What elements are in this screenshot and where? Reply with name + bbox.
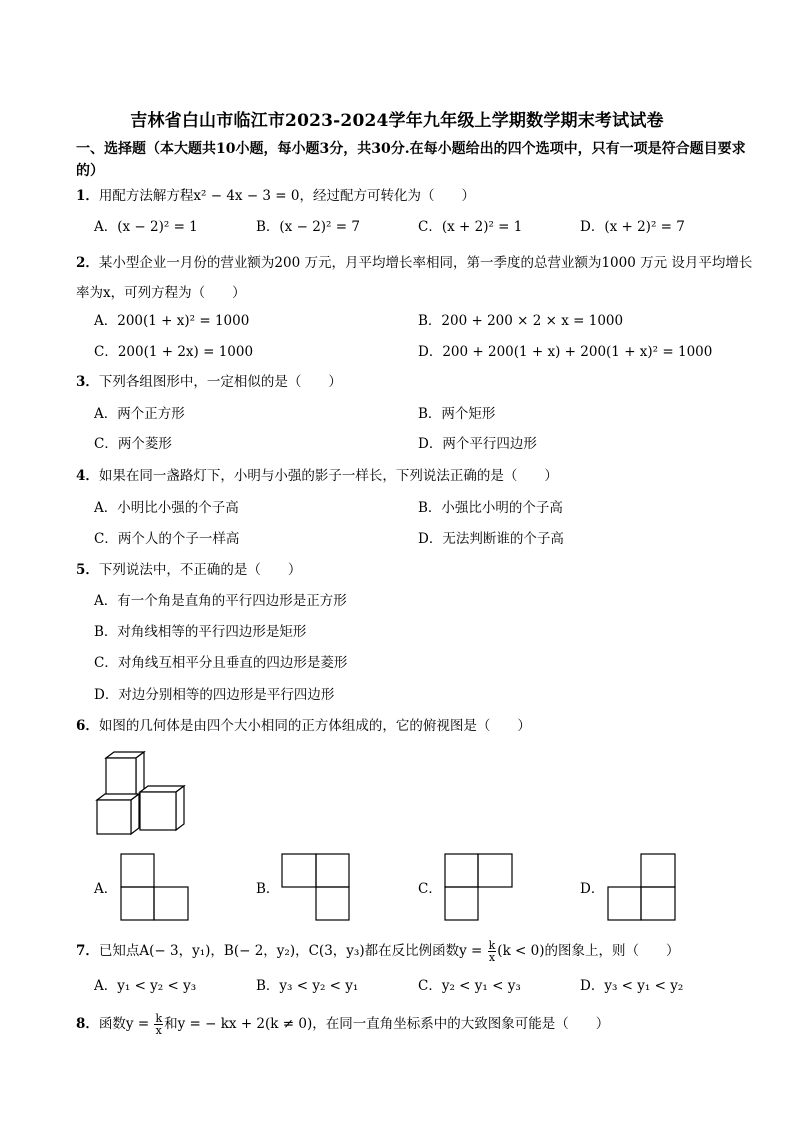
option-d: D．两个平行四边形 bbox=[418, 436, 537, 452]
cube-solid-figure bbox=[94, 752, 194, 842]
question-stem: 用配方法解方程x² − 4x − 3 = 0，经过配方可转化为（ ） bbox=[98, 188, 475, 204]
option-c: C．两个人的个子一样高 bbox=[94, 531, 240, 547]
option-d: D． bbox=[580, 881, 605, 897]
option-a: A． bbox=[94, 881, 118, 897]
fraction-numerator: k bbox=[488, 939, 496, 952]
question-stem-part: 函数y = bbox=[98, 1016, 154, 1032]
option-b-view bbox=[281, 853, 351, 921]
option-a: A．y₁ < y₂ < y₃ bbox=[94, 978, 197, 994]
question-2: 2．某小型企业一月份的营业额为200 万元，月平均增长率相同，第一季度的总营业额为1000 万元 设月平均增长率为x，可列方程为（ ） bbox=[76, 255, 753, 301]
question-4: 4．如果在同一盏路灯下，小明与小强的影子一样长，下列说法正确的是（ ） bbox=[76, 468, 558, 484]
question-stem: 某小型企业一月份的营业额为200 万元，月平均增长率相同，第一季度的总营业额为1000 万元 设月平均增长率为x，可列方程为（ ） bbox=[76, 255, 753, 301]
option-c: C． bbox=[418, 881, 442, 897]
question-stem: 下列各组图形中，一定相似的是（ ） bbox=[98, 374, 342, 390]
option-a-view bbox=[120, 853, 190, 921]
option-b: B． bbox=[256, 881, 280, 897]
fraction-numerator: k bbox=[155, 1012, 163, 1025]
option-b: B．200 + 200 × 2 × x = 1000 bbox=[418, 313, 624, 329]
option-a: A．有一个角是直角的平行四边形是正方形 bbox=[94, 593, 347, 609]
question-stem-part: (k < 0)的图象上，则（ ） bbox=[497, 943, 680, 959]
option-c-view bbox=[444, 853, 514, 921]
option-b: B．两个矩形 bbox=[418, 406, 496, 422]
question-3: 3．下列各组图形中，一定相似的是（ ） bbox=[76, 374, 342, 390]
cubes-drawing bbox=[94, 752, 194, 838]
question-stem: 下列说法中，不正确的是（ ） bbox=[98, 562, 302, 578]
option-a: A．200(1 + x)² = 1000 bbox=[94, 313, 250, 329]
fraction bbox=[488, 940, 497, 963]
option-c: C．(x + 2)² = 1 bbox=[418, 219, 523, 235]
option-a: A．(x − 2)² = 1 bbox=[94, 219, 198, 235]
question-1: 1．用配方法解方程x² − 4x − 3 = 0，经过配方可转化为（ ） bbox=[76, 188, 475, 204]
option-d-view bbox=[607, 853, 677, 921]
question-8: 8．函数y = $\frac{k}{x}$ 和y = − kx + 2(k ≠ 0)，在同一直角坐标系中的大致图象可能是（ ） bbox=[76, 1012, 610, 1037]
option-c: C．两个菱形 bbox=[94, 436, 172, 452]
question-stem-part: 已知点A(− 3，y₁)，B(− 2，y₂)，C(3，y₃)都在反比例函数y = bbox=[98, 943, 487, 959]
question-5: 5．下列说法中，不正确的是（ ） bbox=[76, 562, 302, 578]
fraction bbox=[154, 1013, 163, 1036]
option-b: B．(x − 2)² = 7 bbox=[256, 219, 360, 235]
question-stem: 如果在同一盏路灯下，小明与小强的影子一样长，下列说法正确的是（ ） bbox=[98, 468, 558, 484]
option-c: C．200(1 + 2x) = 1000 bbox=[94, 344, 254, 360]
option-a: A．两个正方形 bbox=[94, 406, 185, 422]
option-d: D．对边分别相等的四边形是平行四边形 bbox=[94, 687, 335, 703]
option-c: C．y₂ < y₁ < y₃ bbox=[418, 978, 521, 994]
option-b: B．对角线相等的平行四边形是矩形 bbox=[94, 624, 307, 640]
option-c: C．对角线互相平分且垂直的四边形是菱形 bbox=[94, 655, 348, 671]
option-a: A．小明比小强的个子高 bbox=[94, 500, 239, 516]
section-heading: 一、选择题（本大题共10小题，每小题3分，共30分.在每小题给出的四个选项中，只有一项是符合题目要求的） bbox=[76, 141, 746, 179]
question-stem: 如图的几何体是由四个大小相同的正方体组成的，它的俯视图是（ ） bbox=[98, 718, 531, 734]
fraction-denominator: x bbox=[488, 951, 496, 964]
question-6: 6．如图的几何体是由四个大小相同的正方体组成的，它的俯视图是（ ） bbox=[76, 718, 531, 734]
page-title: 吉林省白山市临江市2023-2024学年九年级上学期数学期末考试试卷 bbox=[130, 111, 664, 131]
option-b: B．y₃ < y₂ < y₁ bbox=[256, 978, 359, 994]
option-d: D．y₃ < y₁ < y₂ bbox=[580, 978, 684, 994]
option-d: D．200 + 200(1 + x) + 200(1 + x)² = 1000 bbox=[418, 344, 713, 360]
question-stem-part: 和y = − kx + 2(k ≠ 0)，在同一直角坐标系中的大致图象可能是（ ） bbox=[164, 1016, 610, 1032]
fraction-denominator: x bbox=[155, 1024, 162, 1037]
option-b: B．小强比小明的个子高 bbox=[418, 500, 563, 516]
option-d: D．(x + 2)² = 7 bbox=[580, 219, 685, 235]
option-d: D．无法判断谁的个子高 bbox=[418, 531, 564, 547]
question-7: 7．已知点A(− 3，y₁)，B(− 2，y₂)，C(3，y₃)都在反比例函数y = $\frac{k}{x}$ (k < 0)的图象上，则（ ） bbox=[76, 939, 680, 964]
